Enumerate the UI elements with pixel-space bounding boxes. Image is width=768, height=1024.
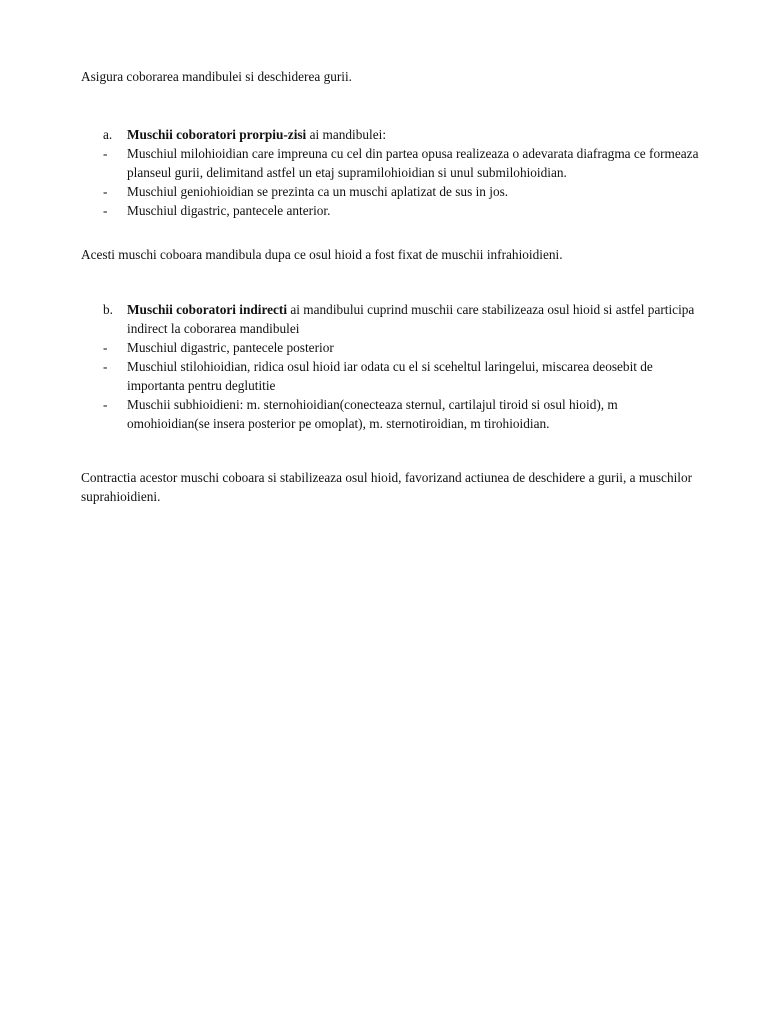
list-item-text: Muschiul digastric, pantecele posterior [127,340,334,355]
section-a-heading-bold: Muschii coboratori prorpiu-zisi [127,127,307,142]
section-b-heading [81,300,701,338]
list-item-text: Muschiul milohioidian care impreuna cu cel din partea opusa realizeaza o adevarata diafragma ce formeaza planseul gurii, delimitand astfel un etaj supramilohioidian si unul submilohioidian. [127,146,699,180]
section-a-heading [81,125,701,144]
conclusion-paragraph: Contractia acestor muschi coboara si stabilizeaza osul hioid, favorizand actiunea de deschidere a gurii, a muschilor suprahioidieni. [81,470,693,504]
list-item [81,395,701,433]
section-b-list [81,300,701,433]
list-item-text: Muschiul digastric, pantecele anterior. [127,203,331,218]
list-item [81,357,701,395]
section-a-list [81,125,701,220]
section-a-heading-rest: ai mandibulei: [306,127,387,142]
list-marker: - [103,340,108,355]
section-b-heading-rest: ai mandibului cuprind muschii care stabilizeaza osul hioid si astfel participa indirect la coborarea mandibulei [127,302,695,336]
section-a-heading-text [127,125,701,144]
list-marker: a. [103,127,113,142]
list-item [81,144,701,182]
list-marker: - [103,146,108,161]
list-marker: - [103,359,108,374]
section-b-heading-bold: Muschii coboratori indirecti [127,302,288,317]
list-item [81,201,701,220]
list-marker: - [103,184,108,199]
list-item [81,338,701,357]
list-marker: - [103,397,108,412]
list-item-text: Muschiul geniohioidian se prezinta ca un muschi aplatizat de sus in jos. [127,184,509,199]
note-a-paragraph: Acesti muschi coboara mandibula dupa ce osul hioid a fost fixat de muschii infrahioidieni. [81,247,563,262]
intro-paragraph: Asigura coborarea mandibulei si deschiderea gurii. [81,69,353,84]
list-item [81,182,701,201]
list-item-text: Muschii subhioidieni: m. sternohioidian(conecteaza sternul, cartilajul tiroid si osul hioid), m omohioidian(se insera posterior pe omoplat), m. sternotiroidian, m tirohioidian. [127,397,618,431]
list-item-text: Muschiul stilohioidian, ridica osul hioid iar odata cu el si sceheltul laringelui, miscarea deosebit de importanta pentru deglutitie [127,359,653,393]
section-b-heading-text [127,300,701,338]
list-marker: b. [103,302,113,317]
list-marker: - [103,203,108,218]
